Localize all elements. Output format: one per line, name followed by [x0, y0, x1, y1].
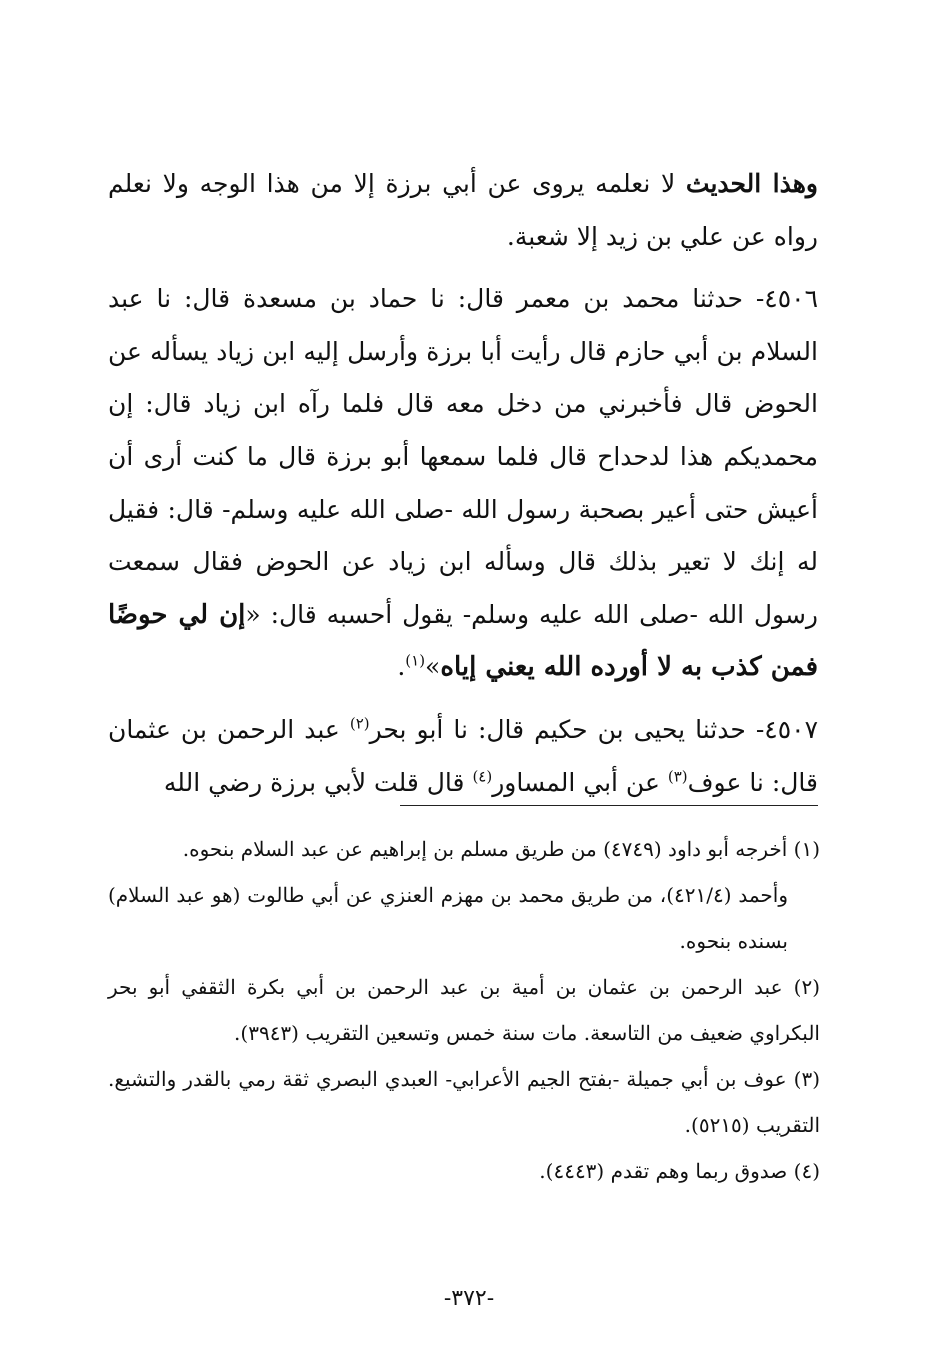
- footnote-ref-4[interactable]: (٤): [472, 767, 493, 786]
- hadith-4506-end: .: [397, 652, 406, 682]
- footnote-3: (٣) عوف بن أبي جميلة -بفتح الجيم الأعرابي- العبدي البصري ثقة رمي بالقدر والتشيع. التقريب (٥٢١٥).: [108, 1067, 820, 1137]
- footnote-1-continued: وأحمد (٤٢١/٤)، من طريق محمد بن مهزم العنزي عن أبي طالوت (هو عبد السلام) بسنده بنحوه.: [108, 883, 788, 953]
- hadith-4506: [108, 273, 818, 694]
- hadith-4507-part-a: ٤٥٠٧- حدثنا يحيى بن حكيم قال: نا أبو بحر: [369, 714, 818, 744]
- hadith-4506-isnad: ٤٥٠٦- حدثنا محمد بن معمر قال: نا حماد بن مسعدة قال: نا عبد السلام بن أبي حازم قال رأيت أبا برزة وأرسل إليه ابن زياد يسأله عن الحوض قال فأخبرني من دخل معه قال فلما رآه ابن زياد قال: إن محمديكم هذا لدحداح قال فلما سمعها أبو برزة قال ما كنت أرى أن أعيش حتى أعير بصحبة رسول الله -صلى الله عليه وسلم- قال: فقيل له إنك لا تعير بذلك قال وسأله ابن زياد عن الحوض فقال سمعت رسول الله -صلى الله عليه وسلم- يقول أحسبه قال: «: [108, 284, 818, 629]
- hadith-4507-part-b: عبد الرحمن بن عثمان قال: نا عوف: [108, 714, 818, 797]
- footnote-2: (٢) عبد الرحمن بن عثمان بن أمية بن عبد الرحمن بن أبي بكرة الثقفي أبو بحر البكراوي ضعيف من التاسعة. مات سنة خمس وتسعين التقريب (٣٩٤٣).: [108, 975, 820, 1045]
- footnote-ref-1[interactable]: (١): [405, 652, 426, 671]
- hadith-4507-part-d: قال قلت لأبي برزة رضي الله: [163, 767, 473, 797]
- hadith-4506-close-quote: »: [425, 652, 441, 682]
- footnote-divider: [400, 805, 818, 806]
- footnote-1: (١) أخرجه أبو داود (٤٧٤٩) من طريق مسلم بن إبراهيم عن عبد السلام بنحوه.: [182, 837, 820, 861]
- main-text: [108, 158, 818, 819]
- footnote-ref-2[interactable]: (٢): [349, 714, 370, 733]
- page-number: -٣٧٢-: [443, 1286, 495, 1311]
- footnote-4: (٤) صدوق ربما وهم تقدم (٤٤٤٣).: [539, 1159, 820, 1183]
- hadith-4507-part-c: عن أبي المساور: [492, 767, 668, 797]
- hadith-4507: [108, 704, 818, 809]
- footnotes: [108, 826, 820, 1194]
- footnote-ref-3[interactable]: (٣): [667, 767, 688, 786]
- intro-rest: لا نعلمه يروى عن أبي برزة إلا من هذا الوجه ولا نعلم رواه عن علي بن زيد إلا شعبة.: [108, 169, 818, 251]
- hadith-4506-matn: إن لي حوضًا فمن كذب به لا أورده الله يعني إياه: [108, 599, 818, 683]
- intro-lead: وهذا الحديث: [685, 169, 818, 198]
- paragraph-intro: [108, 158, 818, 263]
